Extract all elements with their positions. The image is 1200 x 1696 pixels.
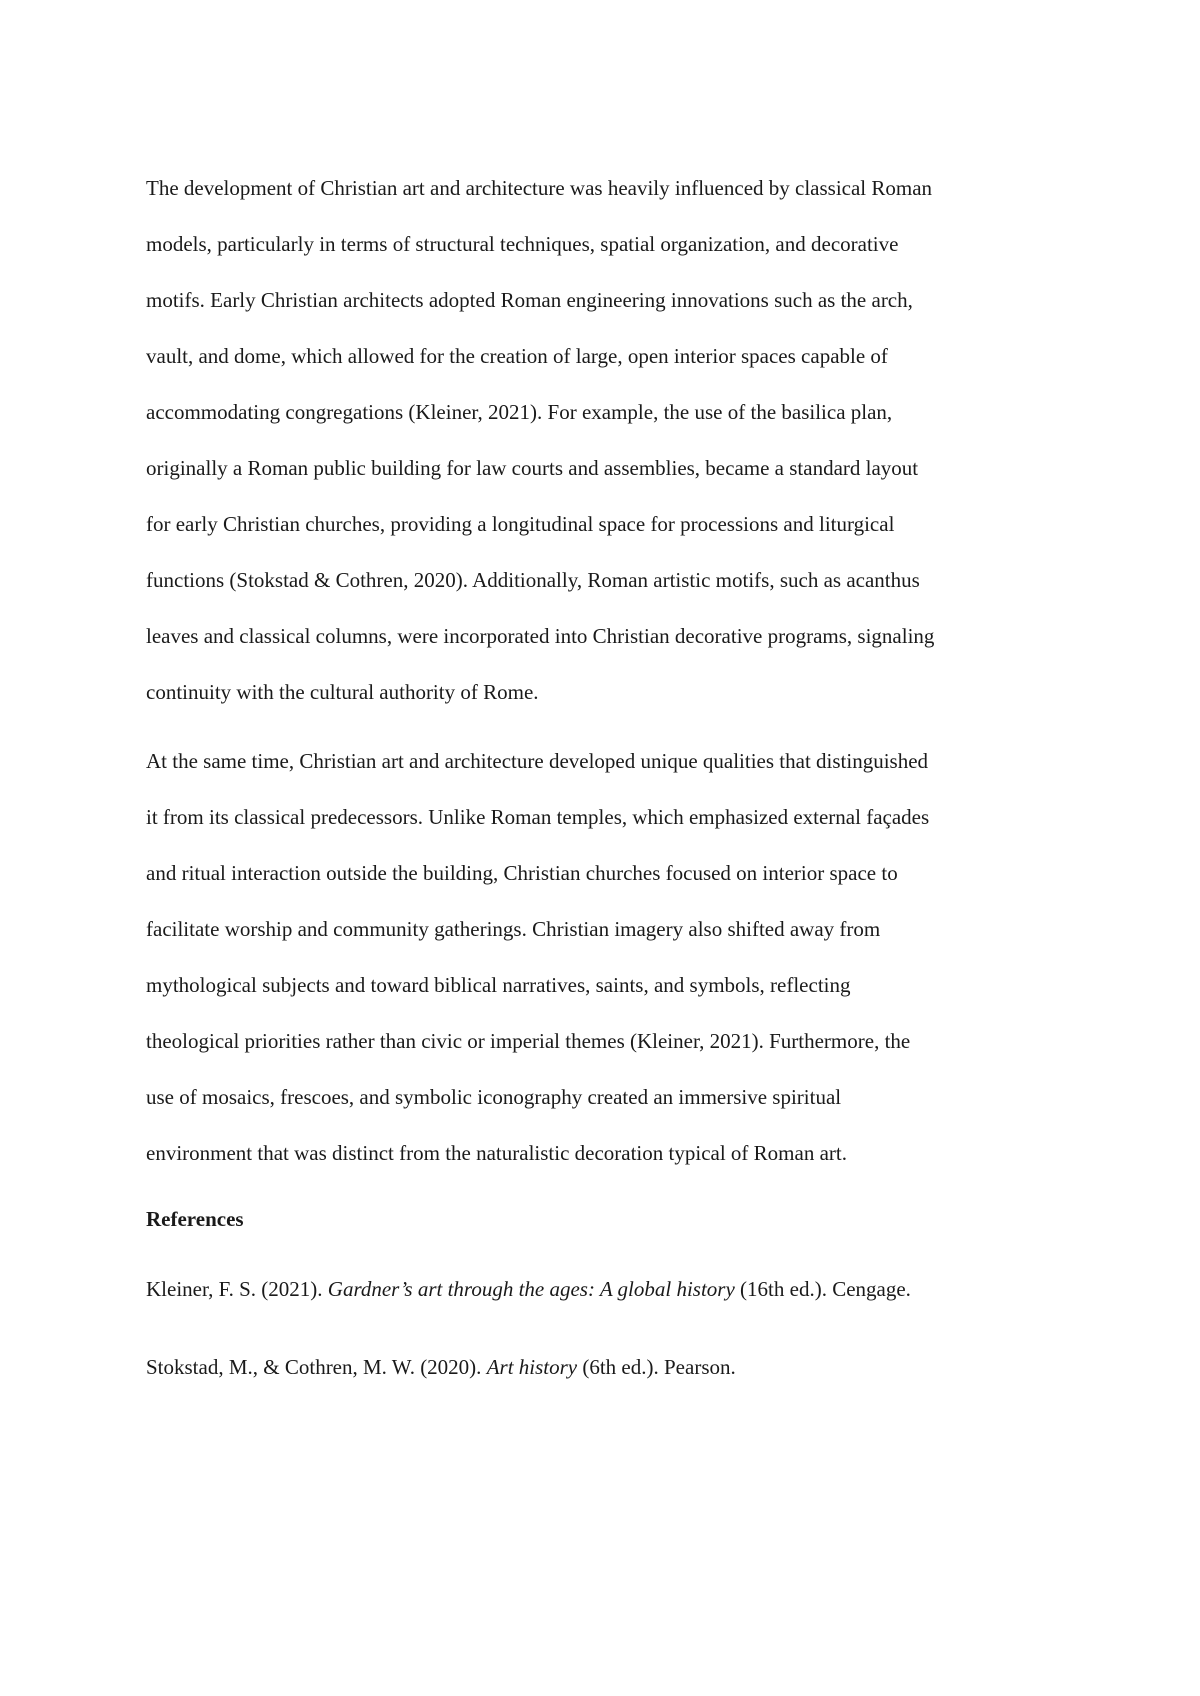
body-paragraph-1: The development of Christian art and architecture was heavily influenced by classical Roman models, particularly in terms of structural techniques, spatial organization, and decorative motifs. Early Christian architects adopted Roman engineering innovations such as the arch, vault, and dome, which allowed for the creation of large, open interior spaces capable of accommodating congregations (Kleiner, 2021). For example, the use of the basilica plan, originally a Roman public building for law courts and assemblies, became a standard layout for early Christian churches, providing a longitudinal space for processions and liturgical functions (Stokstad & Cothren, 2020). Additionally, Roman artistic motifs, such as acanthus leaves and classical columns, were incorporated into Christian decorative programs, signaling continuity with the cultural authority of Rome.: [146, 176, 935, 704]
reference-entry-1: [146, 1261, 1066, 1317]
body-paragraph-2: At the same time, Christian art and architecture developed unique qualities that distinguished it from its classical predecessors. Unlike Roman temples, which emphasized external façades and ritual interaction outside the building, Christian churches focused on interior space to facilitate worship and community gatherings. Christian imagery also shifted away from mythological subjects and toward biblical narratives, saints, and symbols, reflecting theological priorities rather than civic or imperial themes (Kleiner, 2021). Furthermore, the use of mosaics, frescoes, and symbolic iconography created an immersive spiritual environment that was distinct from the naturalistic decoration typical of Roman art.: [146, 749, 930, 1165]
reference-2-authors-date: Stokstad, M., & Cothren, M. W. (2020).: [146, 1355, 487, 1379]
reference-1-title: Gardner’s art through the ages: A global history: [327, 1277, 735, 1301]
reference-2-title: Art history: [486, 1355, 578, 1379]
reference-2-edition-publisher: (6th ed.). Pearson.: [577, 1355, 736, 1379]
reference-1-edition-publisher: (16th ed.). Cengage.: [734, 1277, 911, 1301]
references-heading: References: [146, 1207, 244, 1231]
reference-entry-2: [146, 1339, 1066, 1395]
document-body: [146, 160, 1066, 1395]
reference-1-authors-date: Kleiner, F. S. (2021).: [146, 1277, 328, 1301]
